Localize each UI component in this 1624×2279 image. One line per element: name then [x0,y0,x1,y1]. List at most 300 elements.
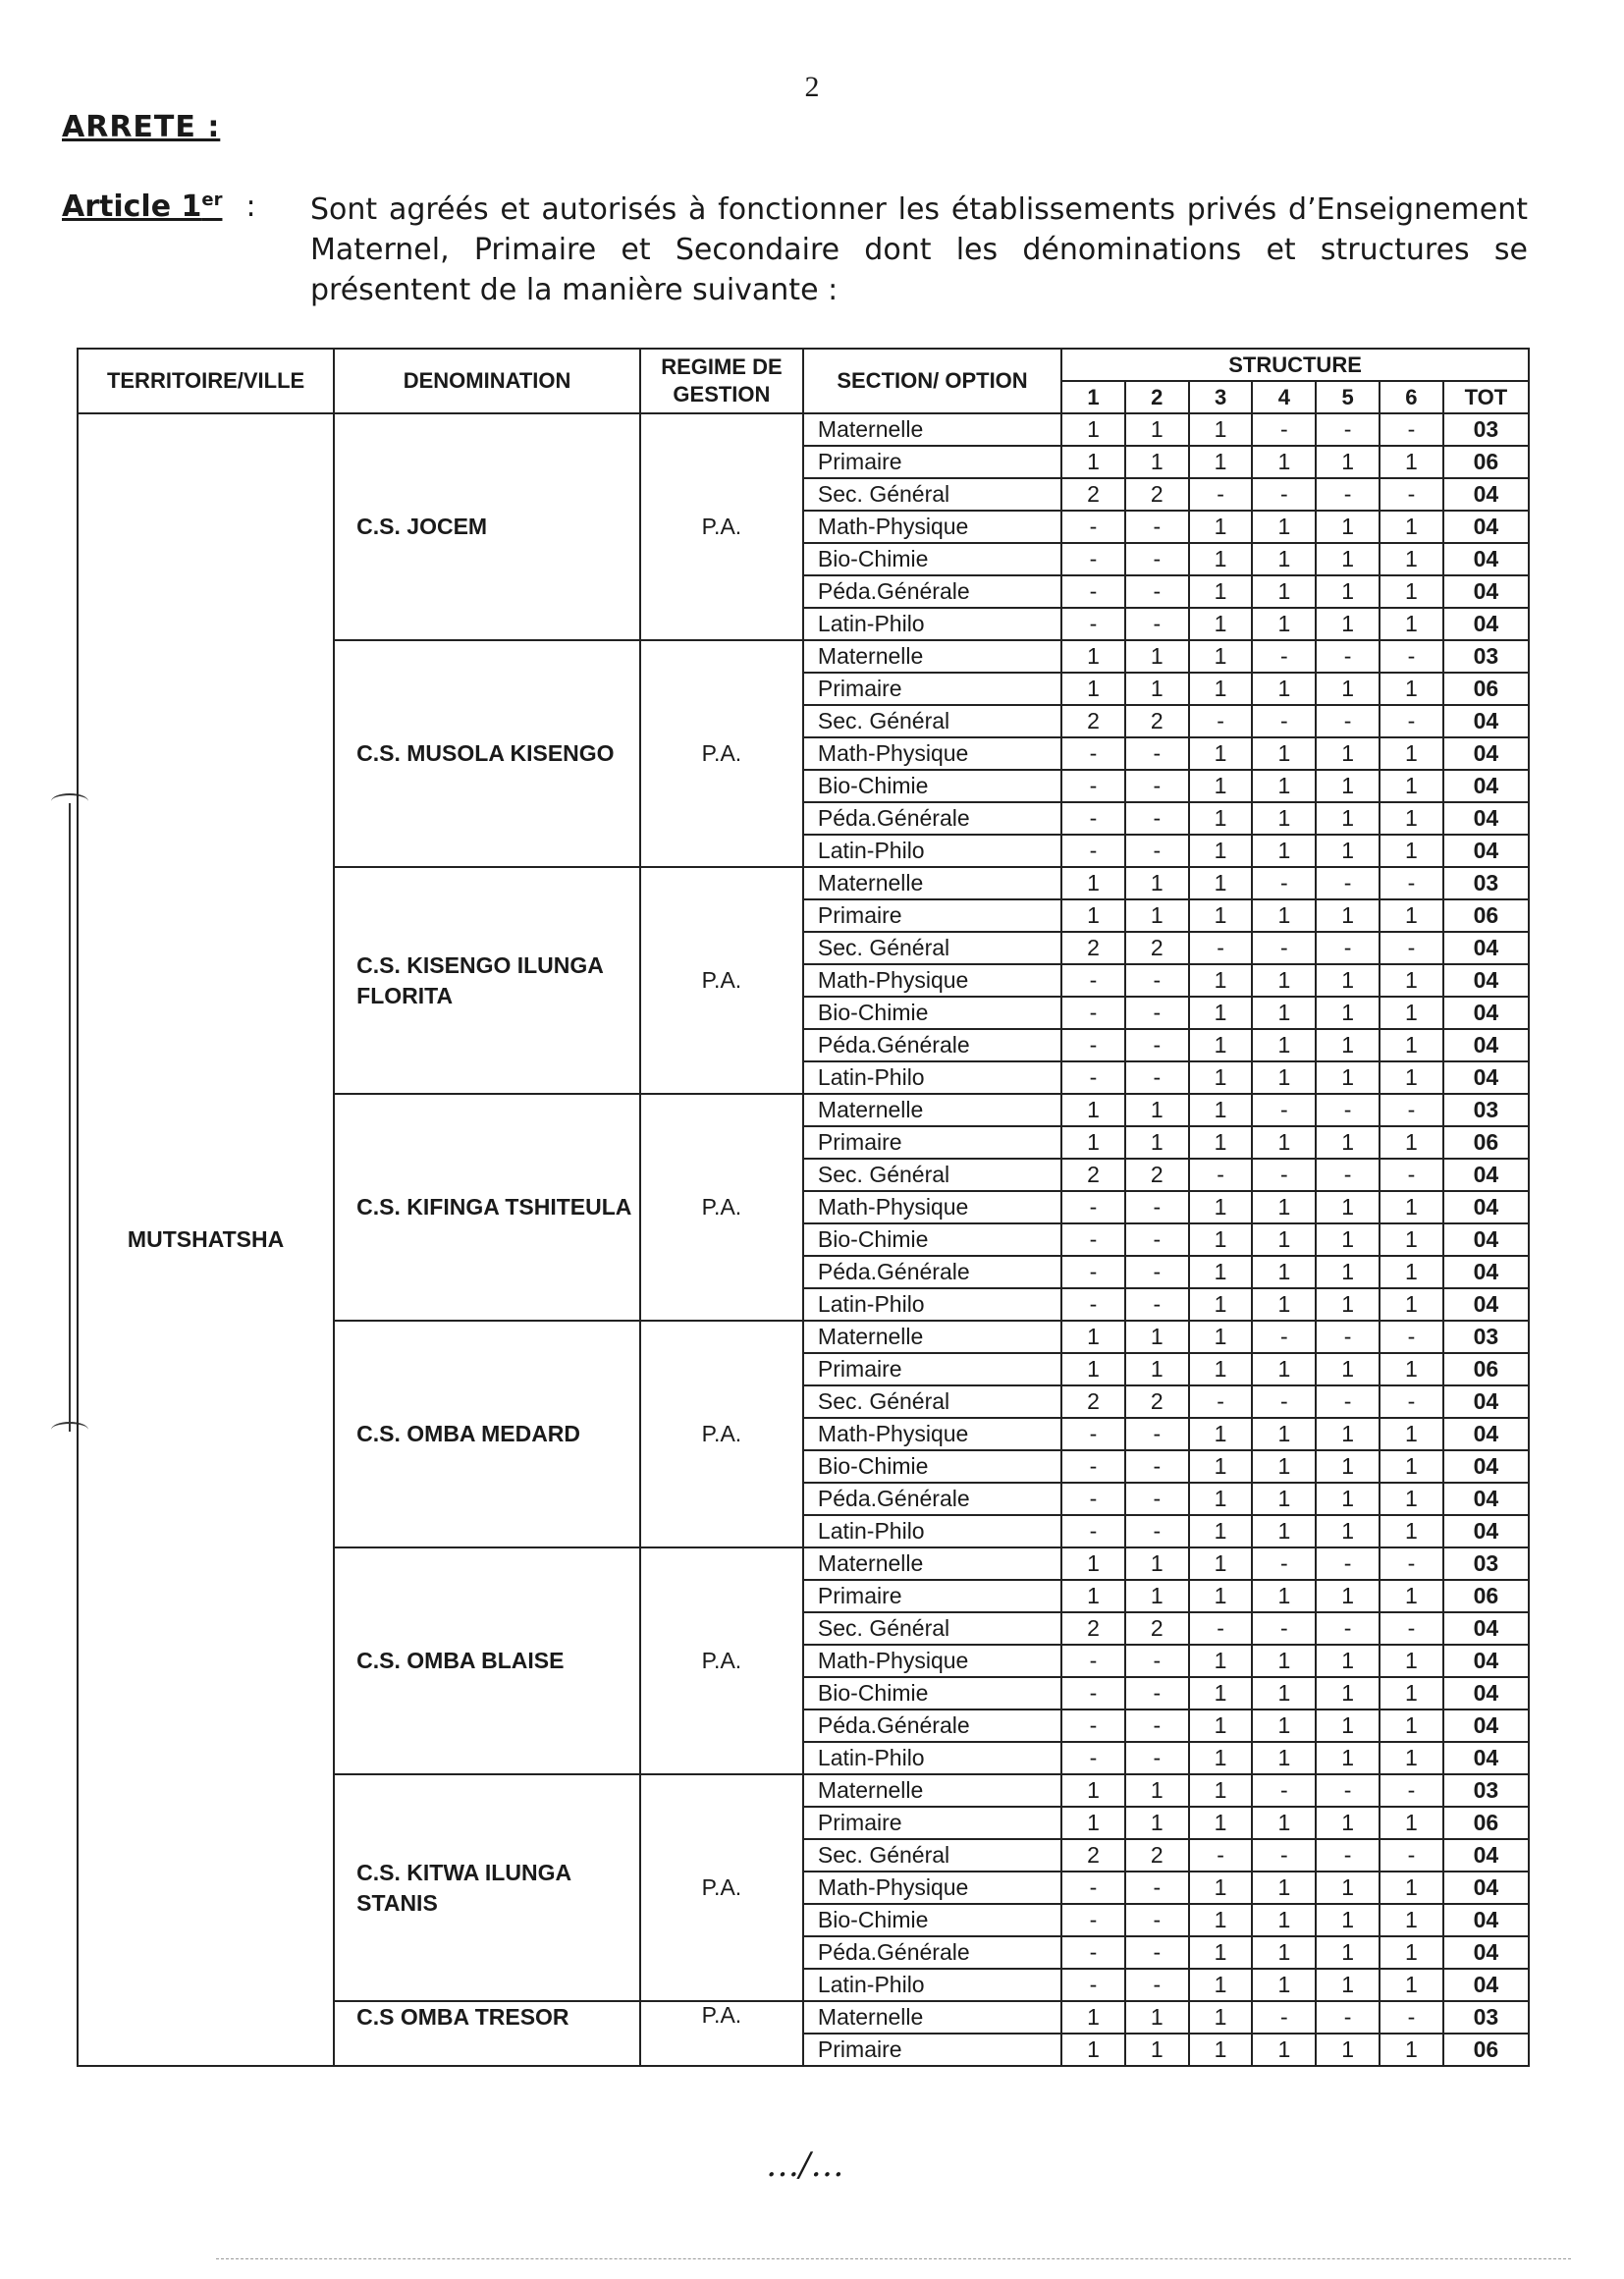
structure-cell: - [1061,1515,1125,1547]
structure-cell: 1 [1252,1936,1316,1969]
structure-cell: 1 [1252,1256,1316,1288]
structure-cell: 1 [1316,1223,1380,1256]
structure-cell: - [1252,413,1316,446]
structure-cell: 1 [1316,1936,1380,1969]
structure-cell: - [1125,737,1189,770]
structure-cell: 1 [1189,770,1253,802]
structure-cell: - [1380,932,1443,964]
structure-cell: 2 [1061,478,1125,511]
structure-cell: 1 [1061,2001,1125,2034]
structure-cell: 1 [1252,446,1316,478]
structure-cell: - [1061,1904,1125,1936]
structure-cell: 1 [1189,608,1253,640]
structure-cell: - [1061,1450,1125,1483]
structure-cell: - [1125,1029,1189,1061]
structure-cell: - [1125,1061,1189,1094]
total-cell: 03 [1443,413,1529,446]
structure-cell: - [1061,964,1125,997]
structure-cell: - [1316,1321,1380,1353]
structure-cell: 1 [1316,1904,1380,1936]
structure-cell: 1 [1252,1288,1316,1321]
total-cell: 03 [1443,1094,1529,1126]
territory-cell: MUTSHATSHA [78,413,334,2066]
total-cell: 03 [1443,640,1529,673]
structure-cell: 2 [1061,1159,1125,1191]
structure-cell: 1 [1189,1742,1253,1774]
structure-cell: 1 [1252,511,1316,543]
structure-cell: - [1189,932,1253,964]
structure-cell: - [1125,1645,1189,1677]
structure-cell: 1 [1125,640,1189,673]
total-cell: 04 [1443,1029,1529,1061]
structure-cell: 1 [1252,608,1316,640]
total-cell: 04 [1443,835,1529,867]
structure-cell: 1 [1380,1742,1443,1774]
structure-cell: 1 [1125,1807,1189,1839]
section-option: Math-Physique [803,1418,1061,1450]
structure-cell: 1 [1189,446,1253,478]
section-option: Primaire [803,899,1061,932]
structure-cell: 1 [1380,673,1443,705]
section-option: Péda.Générale [803,1029,1061,1061]
structure-cell: - [1380,1094,1443,1126]
structure-cell: 1 [1189,2001,1253,2034]
structure-cell: - [1252,478,1316,511]
structure-cell: 1 [1252,673,1316,705]
section-option: Bio-Chimie [803,1904,1061,1936]
structure-cell: 1 [1189,1256,1253,1288]
section-option: Latin-Philo [803,1515,1061,1547]
structure-cell: - [1061,543,1125,575]
article-number [62,190,222,224]
section-option: Primaire [803,1126,1061,1159]
structure-cell: - [1061,1256,1125,1288]
structure-cell: 2 [1125,1612,1189,1645]
structure-cell: - [1125,1418,1189,1450]
table-row [78,413,1529,446]
structure-cell: - [1380,1159,1443,1191]
total-cell: 04 [1443,1450,1529,1483]
structure-cell: 1 [1061,1321,1125,1353]
structure-cell: - [1252,1385,1316,1418]
structure-cell: - [1061,1191,1125,1223]
section-option: Sec. Général [803,1612,1061,1645]
regime-cell: P.A. [640,1094,803,1321]
structure-cell: 1 [1252,575,1316,608]
structure-cell: 1 [1380,2034,1443,2066]
structure-cell: - [1061,1029,1125,1061]
structure-cell: 1 [1061,1094,1125,1126]
regime-cell: P.A. [640,1547,803,1774]
structure-cell: - [1252,932,1316,964]
structure-cell: 2 [1125,932,1189,964]
structure-cell: - [1061,802,1125,835]
structure-cell: 1 [1189,1936,1253,1969]
header-section: SECTION/ OPTION [803,349,1061,413]
structure-cell: 1 [1252,1515,1316,1547]
structure-cell: 1 [1316,608,1380,640]
structure-cell: - [1125,1288,1189,1321]
structure-cell: - [1189,1612,1253,1645]
structure-cell: 1 [1316,1256,1380,1288]
structure-cell: 1 [1189,413,1253,446]
header-territory: TERRITOIRE/VILLE [78,349,334,413]
structure-cell: - [1189,1385,1253,1418]
structure-cell: 1 [1316,1061,1380,1094]
total-cell: 06 [1443,1807,1529,1839]
structure-cell: - [1061,1483,1125,1515]
structure-cell: 1 [1380,1061,1443,1094]
table-body [78,413,1529,2066]
article-label [62,190,256,224]
structure-cell: 2 [1061,1612,1125,1645]
structure-cell: - [1252,1321,1316,1353]
structure-cell: 1 [1316,835,1380,867]
structure-cell: 1 [1189,997,1253,1029]
section-option: Latin-Philo [803,1969,1061,2001]
structure-cell: 1 [1189,1515,1253,1547]
header-col-1: 1 [1061,381,1125,413]
structure-cell: 1 [1125,2034,1189,2066]
structure-cell: 1 [1380,1904,1443,1936]
structure-cell: 1 [1316,1807,1380,1839]
structure-cell: - [1316,640,1380,673]
structure-cell: - [1380,1839,1443,1872]
structure-cell: 1 [1252,1223,1316,1256]
structure-cell: 1 [1252,997,1316,1029]
structure-cell: 2 [1061,932,1125,964]
total-cell: 04 [1443,1256,1529,1288]
structure-cell: 1 [1189,1126,1253,1159]
structure-cell: 1 [1380,446,1443,478]
total-cell: 04 [1443,1677,1529,1709]
structure-cell: 2 [1061,705,1125,737]
school-name: C.S OMBA TRESOR [334,2001,640,2066]
header-regime: REGIME DE GESTION [640,349,803,413]
structure-cell: 1 [1189,1191,1253,1223]
structure-cell: 1 [1189,1353,1253,1385]
total-cell: 06 [1443,1126,1529,1159]
section-option: Sec. Général [803,1159,1061,1191]
structure-cell: 1 [1380,1709,1443,1742]
structure-cell: - [1125,1223,1189,1256]
section-option: Math-Physique [803,737,1061,770]
structure-cell: 1 [1189,1061,1253,1094]
structure-cell: 1 [1252,1450,1316,1483]
total-cell: 04 [1443,964,1529,997]
structure-cell: 2 [1125,1385,1189,1418]
total-cell: 04 [1443,1223,1529,1256]
total-cell: 06 [1443,899,1529,932]
structure-cell: - [1252,2001,1316,2034]
structure-cell: 1 [1252,899,1316,932]
structure-cell: 1 [1316,1677,1380,1709]
structure-cell: 1 [1125,1094,1189,1126]
total-cell: 04 [1443,705,1529,737]
section-option: Bio-Chimie [803,770,1061,802]
structure-cell: - [1125,543,1189,575]
structure-cell: - [1061,511,1125,543]
total-cell: 04 [1443,1288,1529,1321]
structure-cell: - [1061,1418,1125,1450]
structure-cell: 1 [1316,1418,1380,1450]
total-cell: 04 [1443,1904,1529,1936]
structure-cell: 1 [1125,1321,1189,1353]
structure-cell: 1 [1252,1126,1316,1159]
school-name: C.S. JOCEM [334,413,640,640]
structure-cell: - [1125,964,1189,997]
article-number-text: Article 1 [62,190,202,224]
structure-cell: - [1252,867,1316,899]
structure-cell: - [1380,867,1443,899]
structure-cell: - [1316,1547,1380,1580]
structure-cell: 1 [1252,1969,1316,2001]
total-cell: 06 [1443,1580,1529,1612]
structure-cell: - [1061,608,1125,640]
structure-cell: 1 [1252,1807,1316,1839]
structure-cell: 1 [1380,737,1443,770]
section-option: Péda.Générale [803,1483,1061,1515]
header-col-3: 3 [1189,381,1253,413]
structure-cell: 1 [1252,1904,1316,1936]
structure-cell: 1 [1061,413,1125,446]
structure-cell: 1 [1316,770,1380,802]
total-cell: 04 [1443,932,1529,964]
regime-cell: P.A. [640,1321,803,1547]
structure-cell: 1 [1316,673,1380,705]
total-cell: 04 [1443,997,1529,1029]
total-cell: 06 [1443,1353,1529,1385]
structure-cell: 1 [1061,1807,1125,1839]
section-option: Péda.Générale [803,1256,1061,1288]
structure-cell: - [1252,1547,1316,1580]
structure-cell: 1 [1125,867,1189,899]
structure-cell: - [1061,1709,1125,1742]
structure-cell: - [1125,1483,1189,1515]
structure-cell: 1 [1316,1450,1380,1483]
school-name: C.S. OMBA BLAISE [334,1547,640,1774]
section-option: Péda.Générale [803,802,1061,835]
section-option: Bio-Chimie [803,1223,1061,1256]
section-option: Math-Physique [803,1645,1061,1677]
structure-cell: 1 [1252,2034,1316,2066]
structure-cell: - [1061,575,1125,608]
structure-cell: 1 [1252,1029,1316,1061]
structure-cell: 1 [1061,673,1125,705]
structure-cell: 1 [1380,1288,1443,1321]
structure-cell: 1 [1061,1774,1125,1807]
structure-cell: - [1125,1709,1189,1742]
structure-cell: 1 [1316,446,1380,478]
structure-cell: - [1252,1159,1316,1191]
section-option: Maternelle [803,2001,1061,2034]
structure-cell: 2 [1125,478,1189,511]
structure-cell: 1 [1252,770,1316,802]
structure-cell: - [1061,1969,1125,2001]
structure-cell: 1 [1125,1774,1189,1807]
table-header [78,349,1529,413]
section-option: Maternelle [803,1774,1061,1807]
structure-cell: 1 [1380,802,1443,835]
structure-cell: 1 [1380,1515,1443,1547]
structure-cell: 1 [1380,1936,1443,1969]
structure-cell: 1 [1189,1094,1253,1126]
school-name: C.S. OMBA MEDARD [334,1321,640,1547]
structure-cell: 1 [1252,1191,1316,1223]
structure-cell: 1 [1189,1709,1253,1742]
structure-cell: 1 [1380,770,1443,802]
total-cell: 03 [1443,2001,1529,2034]
structure-cell: 1 [1252,964,1316,997]
structure-cell: 1 [1316,997,1380,1029]
structure-cell: 1 [1252,1645,1316,1677]
section-option: Sec. Général [803,1839,1061,1872]
structure-cell: 1 [1061,446,1125,478]
section-option: Math-Physique [803,964,1061,997]
section-option: Latin-Philo [803,1742,1061,1774]
structure-cell: 1 [1125,1126,1189,1159]
structure-cell: 1 [1316,1515,1380,1547]
structure-cell: - [1316,1774,1380,1807]
structure-cell: - [1189,1839,1253,1872]
total-cell: 03 [1443,1774,1529,1807]
structure-cell: - [1316,413,1380,446]
structure-cell: - [1125,1872,1189,1904]
structure-cell: - [1252,705,1316,737]
structure-cell: 1 [1189,640,1253,673]
structure-cell: 2 [1125,705,1189,737]
structure-cell: 1 [1061,1580,1125,1612]
structure-cell: 1 [1380,1223,1443,1256]
section-option: Bio-Chimie [803,1677,1061,1709]
page-number: 2 [804,71,820,103]
section-option: Latin-Philo [803,1061,1061,1094]
structure-cell: 1 [1189,575,1253,608]
structure-cell: 1 [1316,575,1380,608]
structure-cell: 1 [1125,1353,1189,1385]
structure-cell: 1 [1125,673,1189,705]
structure-cell: 1 [1316,1126,1380,1159]
structure-cell: - [1125,608,1189,640]
section-option: Primaire [803,1807,1061,1839]
structure-cell: 2 [1061,1385,1125,1418]
structure-cell: 1 [1125,1547,1189,1580]
section-option: Primaire [803,2034,1061,2066]
structure-cell: 1 [1380,511,1443,543]
structure-cell: - [1125,1515,1189,1547]
structure-cell: - [1125,1969,1189,2001]
structure-cell: 1 [1316,1872,1380,1904]
total-cell: 04 [1443,1872,1529,1904]
structure-cell: 1 [1189,2034,1253,2066]
structure-cell: 1 [1380,1450,1443,1483]
structure-cell: - [1252,1612,1316,1645]
structure-cell: - [1380,1774,1443,1807]
article-number-sup: er [201,190,223,210]
structure-cell: - [1061,1223,1125,1256]
structure-cell: 1 [1189,1547,1253,1580]
structure-cell: - [1125,802,1189,835]
school-name: C.S. KITWA ILUNGA STANIS [334,1774,640,2001]
structure-cell: 1 [1316,2034,1380,2066]
structure-cell: 1 [1316,1483,1380,1515]
structure-cell: - [1380,1612,1443,1645]
structure-cell: - [1061,1936,1125,1969]
structure-cell: 1 [1316,1742,1380,1774]
structure-cell: 1 [1252,835,1316,867]
structure-cell: 1 [1380,899,1443,932]
structure-cell: - [1316,478,1380,511]
structure-cell: - [1380,413,1443,446]
structure-cell: - [1125,1742,1189,1774]
structure-cell: 2 [1125,1159,1189,1191]
structure-cell: 1 [1061,1547,1125,1580]
structure-cell: - [1189,705,1253,737]
structure-cell: 1 [1125,2001,1189,2034]
structure-cell: - [1316,1385,1380,1418]
structure-cell: 1 [1316,1645,1380,1677]
structure-cell: - [1061,997,1125,1029]
structure-cell: 1 [1316,1709,1380,1742]
structure-cell: 1 [1380,835,1443,867]
structure-cell: 1 [1189,867,1253,899]
section-option: Sec. Général [803,932,1061,964]
total-cell: 04 [1443,1709,1529,1742]
structure-cell: 1 [1061,1353,1125,1385]
total-cell: 04 [1443,1385,1529,1418]
structure-cell: - [1061,1742,1125,1774]
structure-cell: - [1125,575,1189,608]
structure-cell: 1 [1380,964,1443,997]
structure-cell: 1 [1380,1969,1443,2001]
structure-cell: - [1380,1321,1443,1353]
structure-cell: 1 [1380,1191,1443,1223]
structure-cell: 1 [1061,2034,1125,2066]
structure-cell: 1 [1380,543,1443,575]
structure-cell: 1 [1316,802,1380,835]
structure-cell: 1 [1252,1709,1316,1742]
structure-cell: - [1061,835,1125,867]
structure-cell: 1 [1316,964,1380,997]
structure-cell: 1 [1061,1126,1125,1159]
section-option: Maternelle [803,413,1061,446]
total-cell: 04 [1443,1515,1529,1547]
regime-cell: P.A. [640,413,803,640]
structure-cell: - [1061,1677,1125,1709]
structure-cell: - [1125,1677,1189,1709]
total-cell: 04 [1443,608,1529,640]
structure-cell: 1 [1252,1742,1316,1774]
structure-cell: 1 [1189,1029,1253,1061]
structure-cell: 1 [1189,1418,1253,1450]
scan-footer-dashes [216,2258,1571,2259]
structure-cell: 1 [1189,1807,1253,1839]
total-cell: 04 [1443,1936,1529,1969]
total-cell: 04 [1443,1191,1529,1223]
section-option: Primaire [803,1580,1061,1612]
structure-cell: - [1316,1094,1380,1126]
total-cell: 03 [1443,1547,1529,1580]
regime-cell: P.A. [640,1774,803,2001]
structure-cell: - [1125,1256,1189,1288]
section-option: Maternelle [803,1321,1061,1353]
structure-cell: 2 [1125,1839,1189,1872]
structure-cell: 1 [1189,899,1253,932]
structure-cell: 1 [1189,964,1253,997]
section-option: Bio-Chimie [803,997,1061,1029]
structure-cell: 2 [1061,1839,1125,1872]
structure-cell: - [1316,1612,1380,1645]
